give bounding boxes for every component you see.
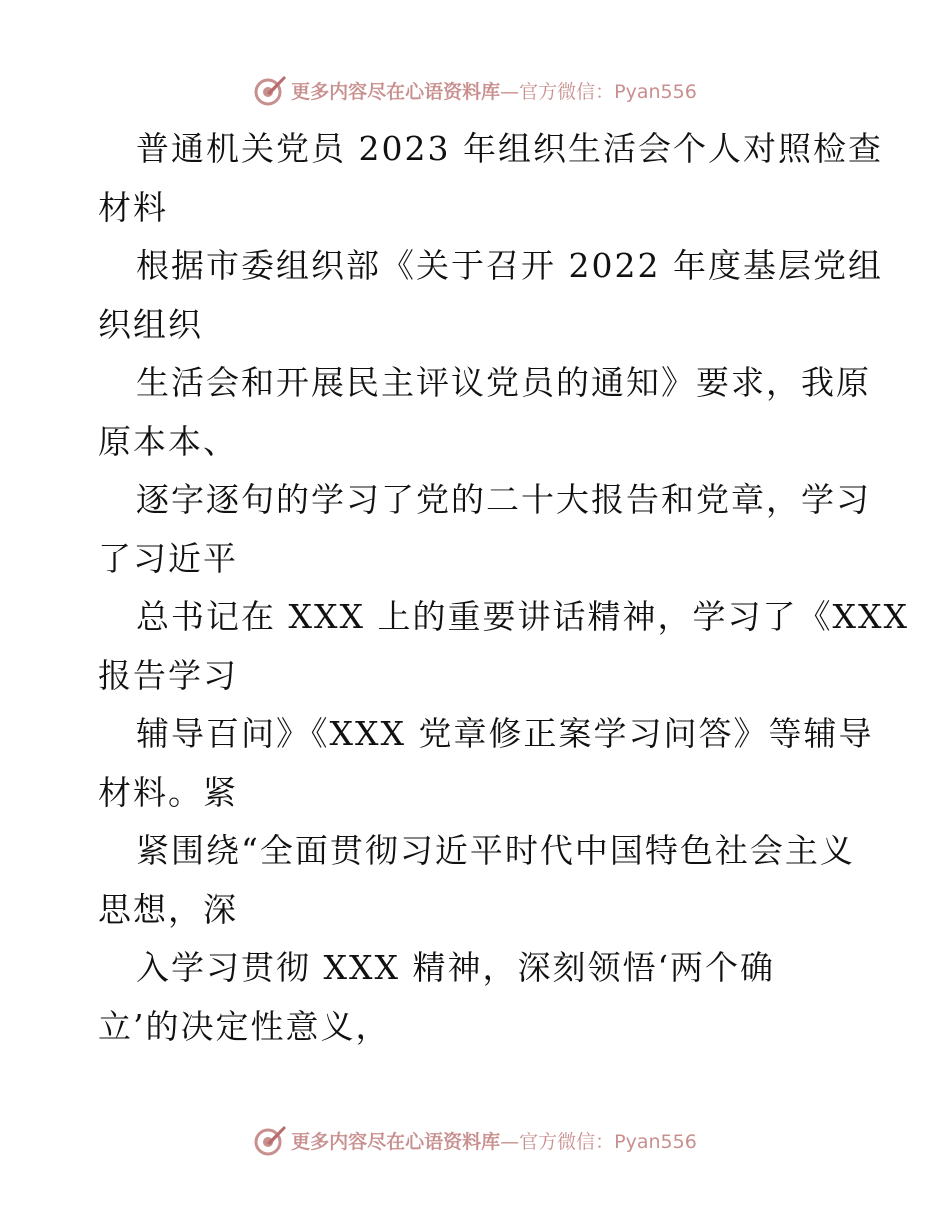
text-line: 了习近平 [98, 538, 238, 578]
quill-logo-icon [253, 73, 287, 107]
text-line: 普通机关党员 2023 年组织生活会个人对照检查 [136, 129, 883, 168]
text-line: 逐字逐句的学习了党的二十大报告和党章，学习 [136, 480, 871, 519]
watermark-title: 更多内容尽在心语资料库 [291, 1130, 501, 1153]
text-line: 材料 [98, 187, 168, 227]
watermark-contact: —官方微信：Pyan556 [500, 1130, 697, 1153]
text-line: 材料。紧 [98, 772, 238, 812]
quill-logo-icon [253, 1123, 287, 1157]
text-line: 报告学习 [98, 655, 238, 695]
watermark-title: 更多内容尽在心语资料库 [291, 80, 501, 103]
text-line: 立’的决定性意义， [98, 1006, 391, 1046]
text-line: 辅导百问》《XXX 党章修正案学习问答》等辅导 [136, 714, 874, 753]
header-watermark [0, 70, 950, 110]
text-line: 织组织 [98, 304, 203, 344]
text-line: 紧围绕“全面贯彻习近平时代中国特色社会主义 [136, 831, 855, 870]
text-line: 生活会和开展民主评议党员的通知》要求，我原 [136, 363, 871, 402]
text-line: 总书记在 XXX 上的重要讲话精神，学习了《XXX [136, 597, 909, 636]
text-line: 思想，深 [98, 889, 238, 929]
footer-watermark [0, 1120, 950, 1160]
text-line: 根据市委组织部《关于召开 2022 年度基层党组 [136, 246, 883, 285]
watermark-contact: —官方微信：Pyan556 [500, 80, 697, 103]
text-line: 入学习贯彻 XXX 精神，深刻领悟‘两个确 [136, 948, 775, 987]
text-line: 原本本、 [98, 421, 238, 461]
document-body [98, 120, 909, 1056]
